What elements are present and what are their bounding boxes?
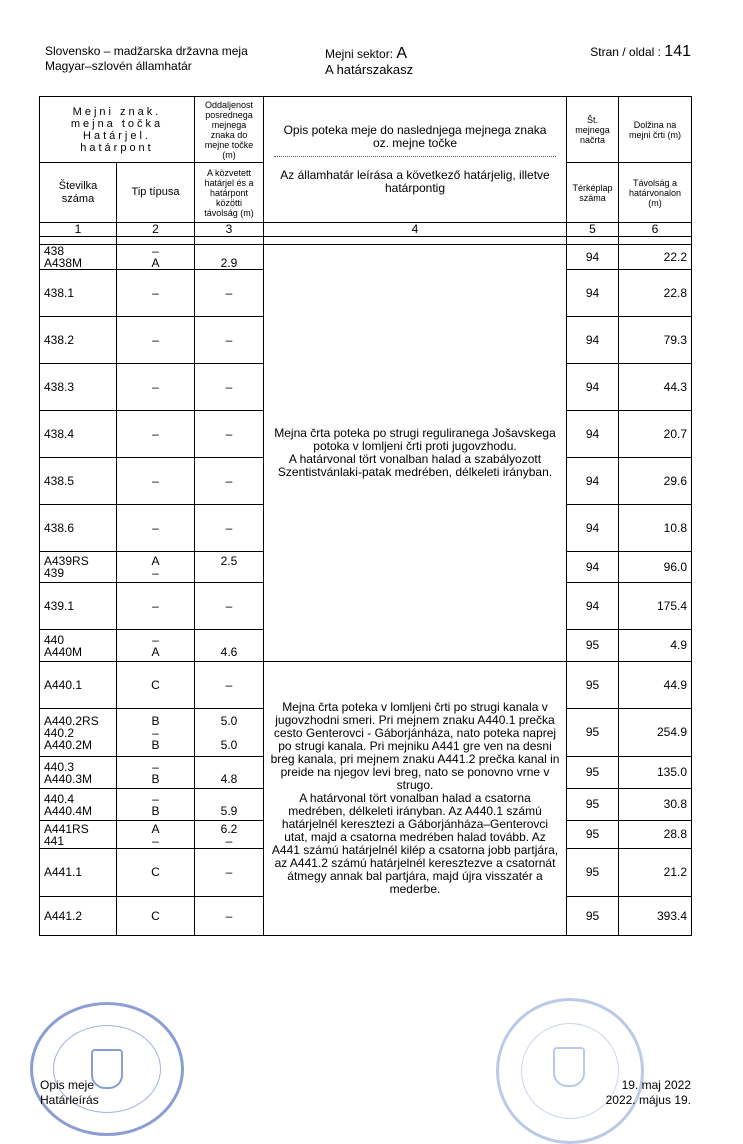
cell-type: –: [117, 505, 195, 552]
cell-type: –: [117, 411, 195, 458]
cell-description: Mejna črta poteka v lomljeni črti po strugi kanala v jugovzhodni smeri. Pri mejnem znaku A440.1 prečka cesto Genterovci - Gáborjánháza, nato poteka naprej po strugi kanala. Pri mejniku A441 gre ven na desni breg kanala, pri mejnem znaku A441.2 prečka kanal in preide na njegov levi breg, nato se ponovno vrne v strugo. A határvonal tört vonalban halad a csatorna medrében, délkeleti irányban. Az A440.1 számú határjelnél keresztezi a Gáborjánháza–Genterovci utat, majd a csatorna medrében halad tovább. Az A441 számú határjelnél kilép a csatorna jobb partjára, az A441.2 számú határjelnél keresztezve a csatornát átmegy annak bal partjára, majd újra visszatér a mederbe.: [264, 662, 567, 936]
cell-distance: 5.9: [195, 789, 264, 821]
header-number: Številka száma: [40, 163, 117, 223]
cell-number: 440 A440M: [40, 630, 117, 662]
cell-distance: –: [195, 317, 264, 364]
cell-distance: 5.0 5.0: [195, 709, 264, 757]
sector-label: Mejni sektor:: [325, 47, 397, 61]
cell-sheet: 95: [567, 630, 619, 662]
seal-hungarian-commission: [30, 1002, 184, 1136]
cell-sheet: 94: [567, 270, 619, 317]
cell-length: 30.8: [619, 789, 692, 821]
cell-type: C: [117, 897, 195, 936]
cell-length: 44.9: [619, 662, 692, 709]
column-number: 1: [40, 223, 117, 237]
cell-sheet: 94: [567, 552, 619, 583]
cell-type: –: [117, 317, 195, 364]
cell-description: Mejna črta poteka po strugi reguliranega Jošavskega potoka v lomljeni črti proti jugovzhodu. A határvonal tört vonalban halad a szabályozott Szentistvánlaki-patak medrében, délkeleti irányban.: [264, 245, 567, 662]
column-number: 4: [264, 223, 567, 237]
cell-number: A441.1: [40, 849, 117, 897]
cell-distance: –: [195, 849, 264, 897]
header-distance-sl: Oddaljenost posrednega mejnega znaka do mejne točke (m): [195, 97, 264, 163]
cell-length: 21.2: [619, 849, 692, 897]
cell-type: –: [117, 458, 195, 505]
cell-length: 96.0: [619, 552, 692, 583]
cell-distance: –: [195, 270, 264, 317]
document-header-left: [45, 44, 248, 74]
cell-number: 438.6: [40, 505, 117, 552]
cell-length: 4.9: [619, 630, 692, 662]
cell-type: – A: [117, 245, 195, 270]
cell-length: 135.0: [619, 757, 692, 789]
cell-type: –: [117, 364, 195, 411]
table-row: [40, 245, 692, 270]
cell-sheet: 95: [567, 662, 619, 709]
cell-sheet: 95: [567, 849, 619, 897]
footer-right: [606, 1078, 691, 1108]
cell-distance: 4.6: [195, 630, 264, 662]
cell-number: 438 A438M: [40, 245, 117, 270]
cell-number: 438.4: [40, 411, 117, 458]
footer-doc-type-sl: Opis meje: [40, 1078, 95, 1092]
cell-sheet: 95: [567, 897, 619, 936]
cell-distance: –: [195, 364, 264, 411]
cell-length: 44.3: [619, 364, 692, 411]
cell-type: – A: [117, 630, 195, 662]
footer-date-hu: 2022. május 19.: [605, 1093, 691, 1107]
boundary-table: [39, 96, 692, 936]
cell-type: C: [117, 662, 195, 709]
cell-number: 439.1: [40, 583, 117, 630]
document-header-center: [325, 46, 413, 77]
header-sheet-sl: Št. mejnega načrta: [567, 97, 619, 163]
cell-distance: 4.8: [195, 757, 264, 789]
header-sheet-hu: Térképlap száma: [567, 163, 619, 223]
cell-type: –: [117, 270, 195, 317]
cell-distance: –: [195, 458, 264, 505]
cell-sheet: 94: [567, 458, 619, 505]
cell-type: – B: [117, 789, 195, 821]
cell-distance: 2.9: [195, 245, 264, 270]
column-number: 6: [619, 223, 692, 237]
cell-number: A440.1: [40, 662, 117, 709]
cell-type: C: [117, 849, 195, 897]
cell-distance: –: [195, 662, 264, 709]
cell-number: A441.2: [40, 897, 117, 936]
cell-length: 393.4: [619, 897, 692, 936]
cell-distance: –: [195, 583, 264, 630]
footer-left: [40, 1078, 99, 1108]
cell-distance: 6.2 –: [195, 821, 264, 849]
seal-slovenian-commission: [496, 998, 644, 1144]
cell-sheet: 95: [567, 821, 619, 849]
column-number: 3: [195, 223, 264, 237]
column-number: 5: [567, 223, 619, 237]
page-label: Stran / oldal :: [590, 45, 665, 59]
cell-type: – B: [117, 757, 195, 789]
header-description: Opis poteka meje do naslednjega mejnega znaka oz. mejne točke Az államhatár leírása a következő határjelig, illetve határpontig: [264, 97, 567, 223]
header-distance-hu: A közvetett határjel és a határpont közötti távolság (m): [195, 163, 264, 223]
header-length-sl: Dolžina na mejni črti (m): [619, 97, 692, 163]
cell-number: 440.4 A440.4M: [40, 789, 117, 821]
cell-sheet: 94: [567, 505, 619, 552]
coat-of-arms-icon: [553, 1047, 585, 1087]
cell-sheet: 94: [567, 411, 619, 458]
cell-distance: –: [195, 411, 264, 458]
spacer-row: [40, 237, 692, 245]
document-header-right: [590, 44, 691, 60]
cell-sheet: 94: [567, 364, 619, 411]
header-boundary-sign: Mejni znak. mejna točka Határjel. határpont: [40, 97, 195, 163]
cell-length: 20.7: [619, 411, 692, 458]
cell-distance: –: [195, 897, 264, 936]
cell-sheet: 94: [567, 317, 619, 364]
cell-type: A –: [117, 821, 195, 849]
cell-length: 254.9: [619, 709, 692, 757]
sector-value: A: [396, 45, 408, 62]
cell-number: A440.2RS 440.2 A440.2M: [40, 709, 117, 757]
cell-sheet: 95: [567, 709, 619, 757]
cell-sheet: 94: [567, 245, 619, 270]
sector-label-hu: A határszakasz: [325, 62, 414, 77]
cell-number: 440.3 A440.3M: [40, 757, 117, 789]
cell-length: 22.2: [619, 245, 692, 270]
column-number-row: [40, 223, 692, 237]
cell-number: 438.5: [40, 458, 117, 505]
cell-type: B – B: [117, 709, 195, 757]
header-type: Tip típusa: [117, 163, 195, 223]
footer-doc-type-hu: Határleírás: [40, 1093, 99, 1107]
cell-length: 175.4: [619, 583, 692, 630]
cell-type: A –: [117, 552, 195, 583]
column-number: 2: [117, 223, 195, 237]
cell-number: 438.2: [40, 317, 117, 364]
cell-length: 28.8: [619, 821, 692, 849]
cell-number: 438.1: [40, 270, 117, 317]
cell-sheet: 95: [567, 757, 619, 789]
page-number: 141: [664, 43, 691, 60]
footer-date-sl: 19. maj 2022: [621, 1078, 691, 1092]
table-row: [40, 662, 692, 709]
cell-type: –: [117, 583, 195, 630]
cell-distance: –: [195, 505, 264, 552]
cell-sheet: 94: [567, 583, 619, 630]
header-title-sl: Slovensko – madžarska državna meja: [45, 44, 248, 58]
cell-sheet: 95: [567, 789, 619, 821]
header-length-hu: Távolság a határvonalon (m): [619, 163, 692, 223]
cell-number: 438.3: [40, 364, 117, 411]
cell-length: 22.8: [619, 270, 692, 317]
cell-number: A441RS 441: [40, 821, 117, 849]
cell-length: 10.8: [619, 505, 692, 552]
cell-distance: 2.5: [195, 552, 264, 583]
cell-length: 79.3: [619, 317, 692, 364]
cell-length: 29.6: [619, 458, 692, 505]
cell-number: A439RS 439: [40, 552, 117, 583]
header-title-hu: Magyar–szlovén államhatár: [45, 59, 192, 73]
